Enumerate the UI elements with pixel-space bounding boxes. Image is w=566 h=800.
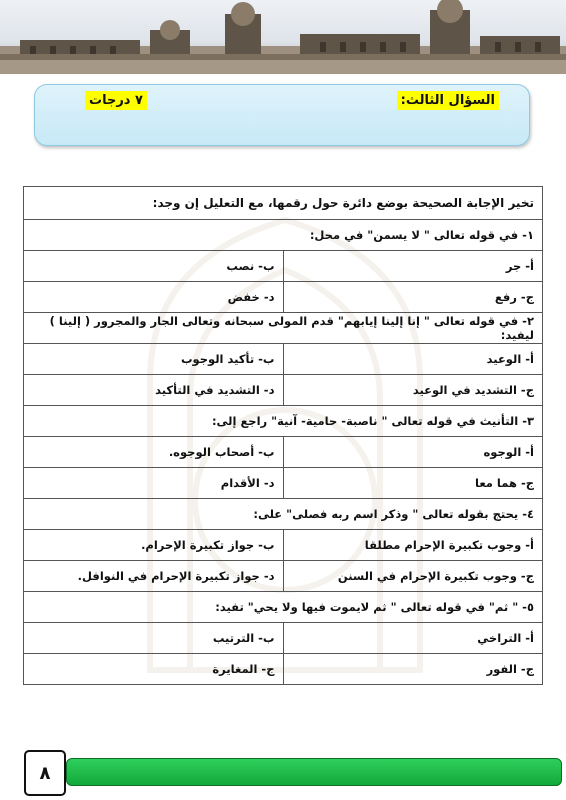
option-a[interactable]: أ- وجوب تكبيرة الإحرام مطلقا [283,530,543,561]
question-title: السؤال الثالث: [397,91,499,110]
page-number-box [24,750,66,796]
option-d[interactable]: د- جواز تكبيرة الإحرام في النوافل. [24,561,284,592]
option-c[interactable]: ج- رفع [283,282,543,313]
question-5-text: ٥- " ثم" في قوله تعالى " ثم لايموت فيها ولا يحي" تفيد: [24,592,543,623]
mosque-skyline-icon [0,0,566,74]
question-4-text: ٤- يحتج بقوله تعالى " وذكر اسم ربه فصلى" على: [24,499,543,530]
option-d[interactable]: د- التشديد في التأكيد [24,375,284,406]
option-c[interactable]: ج- هما معا [283,468,543,499]
option-d[interactable]: د- خفض [24,282,284,313]
question-header-box [34,84,530,146]
option-c[interactable]: ج- الفور [283,654,543,685]
option-d[interactable]: ج- المغايرة [24,654,284,685]
page-number: ٨ [39,762,51,784]
option-b[interactable]: ب- الترتيب [24,623,284,654]
question-1-text: ١- في قوله تعالى " لا يسمن" في محل: [24,220,543,251]
option-a[interactable]: أ- جر [283,251,543,282]
option-a[interactable]: أ- التراخي [283,623,543,654]
option-b[interactable]: ب- تأكيد الوجوب [24,344,284,375]
header-banner-image [0,0,566,74]
marks-label: ٧ درجات [85,91,147,110]
footer-bar [66,758,562,786]
questions-table [23,186,543,685]
option-b[interactable]: ب- نصب [24,251,284,282]
option-b[interactable]: ب- أصحاب الوجوه. [24,437,284,468]
option-c[interactable]: ج- التشديد في الوعيد [283,375,543,406]
instruction-text: تخير الإجابة الصحيحة بوضع دائرة حول رقمها، مع التعليل إن وجد: [24,187,543,220]
question-2-text: ٢- في قوله تعالى " إنا إلينا إيابهم" قدم المولى سبحانه وتعالى الجار والمجرور ( إلينا ) ليفيد: [24,313,543,344]
option-c[interactable]: ج- وجوب تكبيرة الإحرام في السنن [283,561,543,592]
option-a[interactable]: أ- الوعيد [283,344,543,375]
option-b[interactable]: ب- جواز تكبيرة الإحرام. [24,530,284,561]
question-3-text: ٣- التأنيث في قوله تعالى " ناصبة- حامية- آنية" راجع إلى: [24,406,543,437]
option-d[interactable]: د- الأقدام [24,468,284,499]
option-a[interactable]: أ- الوجوه [283,437,543,468]
